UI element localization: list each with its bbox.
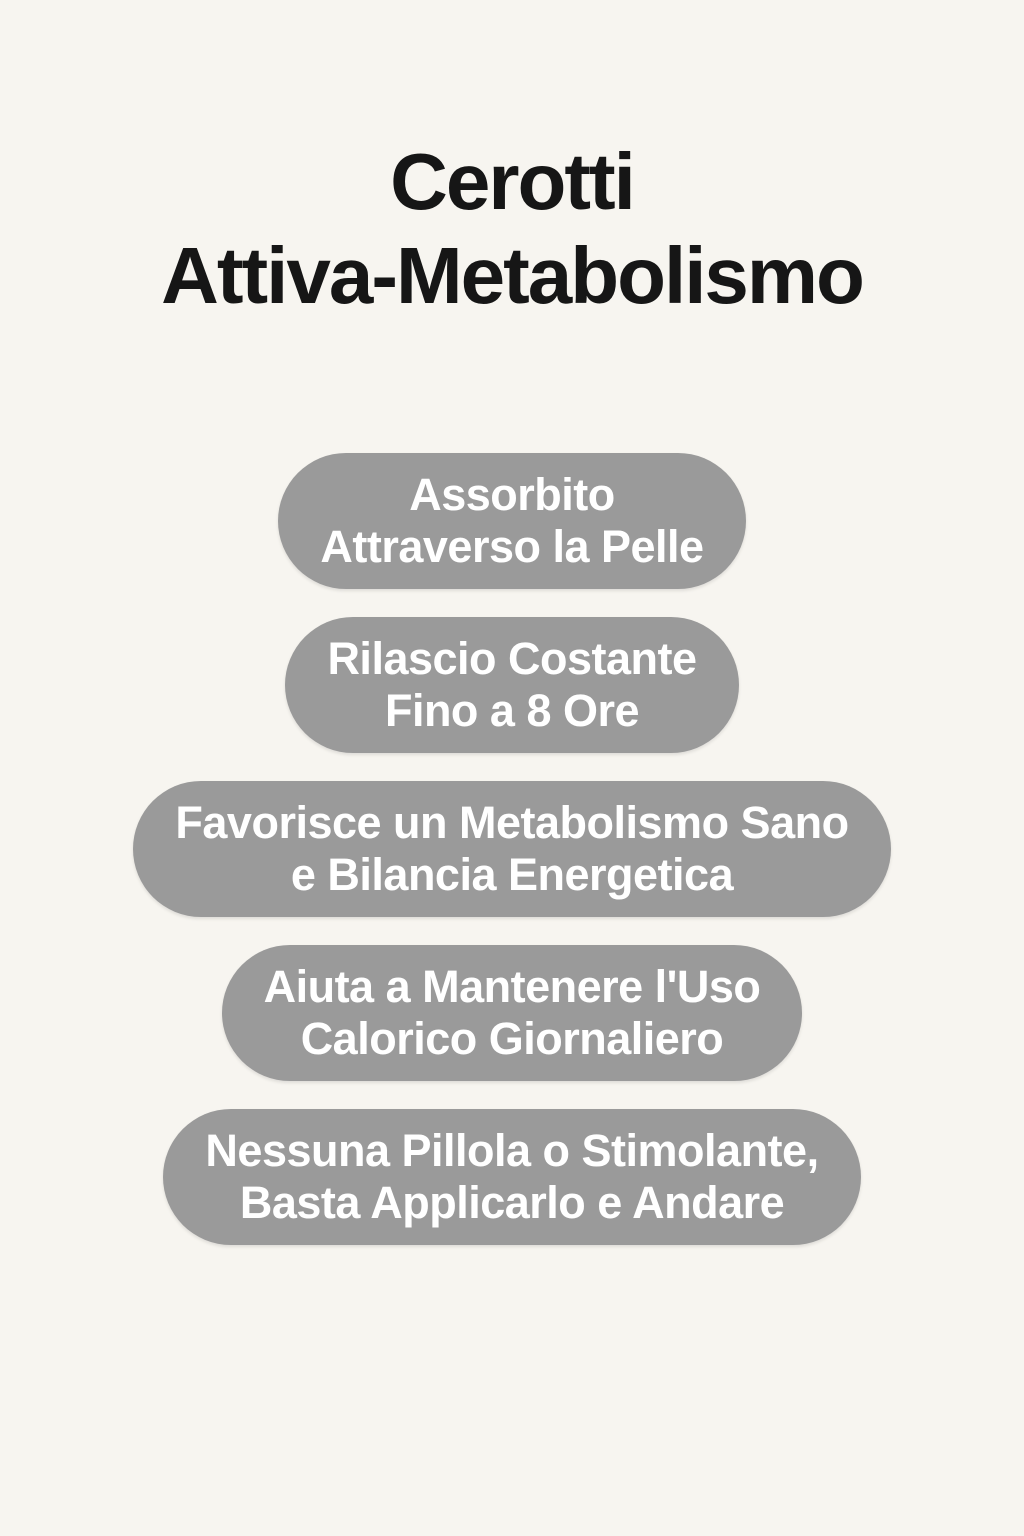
benefit-pill-no-pills-stimulants	[163, 1109, 860, 1245]
page-title	[0, 0, 1024, 323]
benefit-pill-absorbed-through-skin	[278, 453, 745, 589]
benefit-pill-list	[0, 453, 1024, 1245]
pill-text-line: Aiuta a Mantenere l'Uso	[263, 961, 761, 1012]
pill-text-line: Attraverso la Pelle	[320, 521, 704, 572]
benefit-pill-caloric-use	[222, 945, 803, 1081]
pill-text-line: Calorico Giornaliero	[300, 1013, 724, 1064]
benefit-pill-healthy-metabolism	[133, 781, 890, 917]
page-title-line-1: Cerotti	[390, 137, 634, 226]
page-title-line-2: Attiva-Metabolismo	[161, 231, 863, 320]
pill-text-line: Basta Applicarlo e Andare	[239, 1177, 785, 1228]
pill-text-line: e Bilancia Energetica	[290, 849, 734, 900]
pill-text-line: Nessuna Pillola o Stimolante,	[205, 1125, 819, 1176]
benefit-pill-steady-release	[285, 617, 738, 753]
pill-text-line: Rilascio Costante	[327, 633, 697, 684]
pill-text-line: Assorbito	[409, 469, 615, 520]
pill-text-line: Favorisce un Metabolismo Sano	[175, 797, 849, 848]
pill-text-line: Fino a 8 Ore	[384, 685, 640, 736]
